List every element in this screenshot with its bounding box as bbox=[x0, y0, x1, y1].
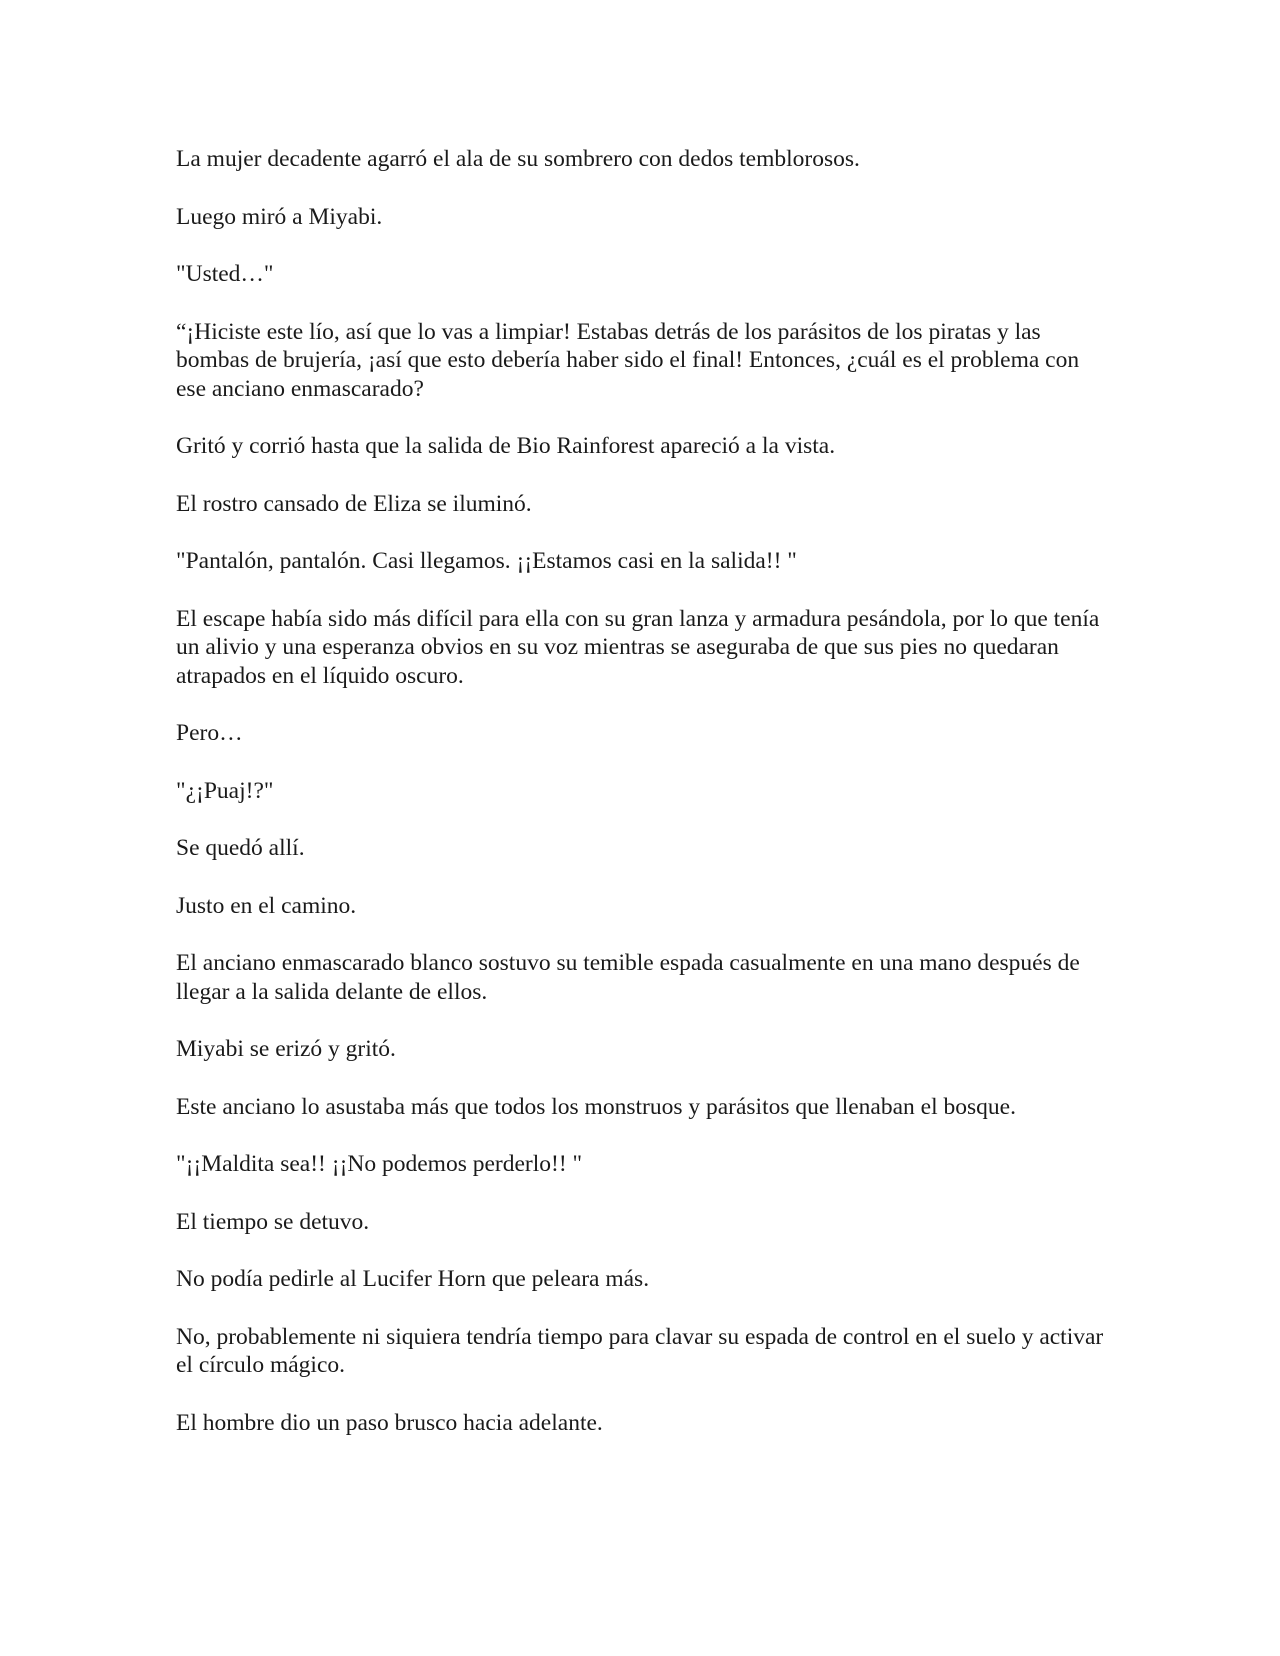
paragraph: El hombre dio un paso brusco hacia adelante. bbox=[176, 1409, 603, 1436]
paragraph: "¿¡Puaj!?" bbox=[176, 777, 274, 804]
paragraph: El rostro cansado de Eliza se iluminó. bbox=[176, 490, 532, 517]
document-body bbox=[176, 145, 1106, 1466]
paragraph: Luego miró a Miyabi. bbox=[176, 203, 383, 230]
paragraph: El tiempo se detuvo. bbox=[176, 1208, 370, 1235]
paragraph: Este anciano lo asustaba más que todos los monstruos y parásitos que llenaban el bosque. bbox=[176, 1093, 1016, 1120]
paragraph: Gritó y corrió hasta que la salida de Bio Rainforest apareció a la vista. bbox=[176, 433, 836, 459]
paragraph: La mujer decadente agarró el ala de su sombrero con dedos temblorosos. bbox=[176, 146, 860, 172]
paragraph: Justo en el camino. bbox=[176, 892, 357, 919]
paragraph: "¡¡Maldita sea!! ¡¡No podemos perderlo!! " bbox=[176, 1151, 583, 1177]
paragraph: "Usted…" bbox=[176, 261, 274, 287]
paragraph: Pero… bbox=[176, 720, 243, 746]
paragraph: El escape había sido más difícil para ella con su gran lanza y armadura pesándola, por lo que tenía un alivio y una esperanza obvios en su voz mientras se aseguraba de que sus pies no quedaran atrapados en el líquido oscuro. bbox=[176, 605, 1100, 689]
paragraph: "Pantalón, pantalón. Casi llegamos. ¡¡Estamos casi en la salida!! " bbox=[176, 548, 797, 574]
paragraph: El anciano enmascarado blanco sostuvo su temible espada casualmente en una mano después de llegar a la salida delante de ellos. bbox=[176, 950, 1080, 1005]
paragraph: “¡Hiciste este lío, así que lo vas a limpiar! Estabas detrás de los parásitos de los piratas y las bombas de brujería, ¡así que esto debería haber sido el final! Entonces, ¿cuál es el problema con ese anciano enmascarado? bbox=[176, 318, 1080, 402]
paragraph: No podía pedirle al Lucifer Horn que peleara más. bbox=[176, 1266, 650, 1292]
paragraph: Miyabi se erizó y gritó. bbox=[176, 1036, 396, 1062]
paragraph: Se quedó allí. bbox=[176, 835, 305, 861]
paragraph: No, probablemente ni siquiera tendría tiempo para clavar su espada de control en el suelo y activar el círculo mágico. bbox=[176, 1323, 1104, 1378]
